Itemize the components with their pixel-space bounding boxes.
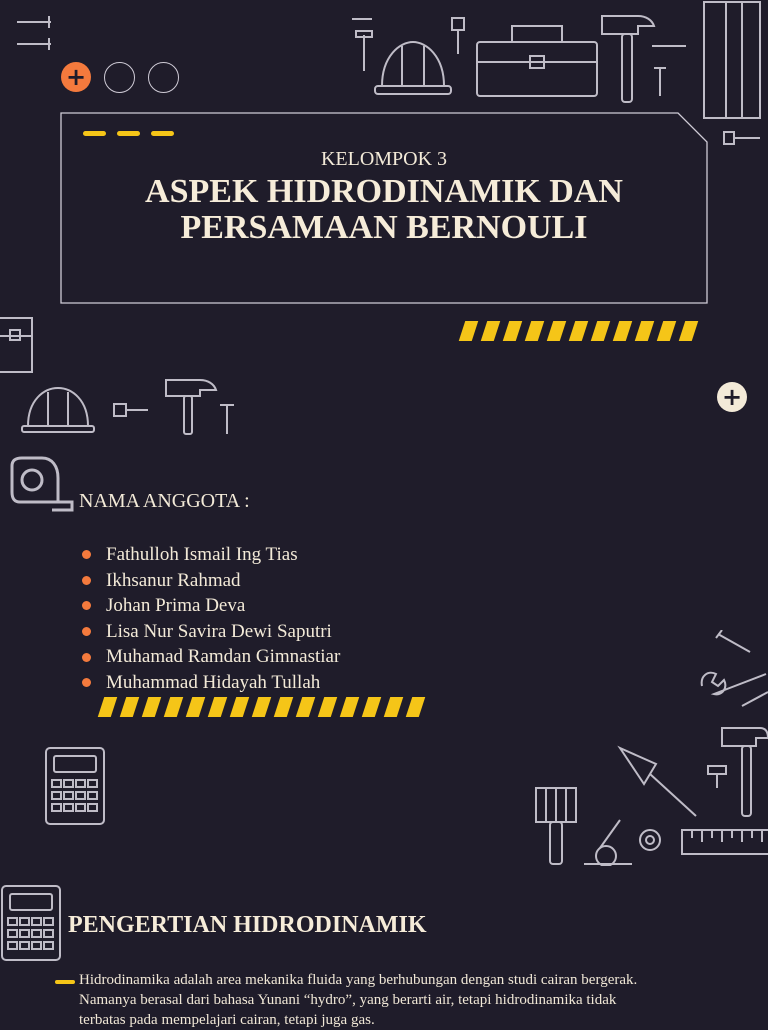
plus-icon[interactable]: + [717, 382, 747, 412]
screw-icon [706, 764, 728, 790]
nail-icon [15, 12, 55, 52]
calculator-icon [0, 884, 62, 962]
members-list [82, 542, 340, 696]
section-title: PENGERTIAN HIDRODINAMIK [68, 912, 427, 938]
list-item [82, 593, 340, 619]
bullet-icon [82, 601, 91, 610]
bullet-icon [82, 627, 91, 636]
ruler-icon [680, 826, 768, 858]
hammer-icon [164, 376, 220, 436]
top-dash-decoration [83, 131, 174, 136]
hammer-icon [598, 10, 658, 106]
tape-measure-icon [580, 818, 636, 866]
page-title [60, 174, 708, 246]
trowel-icon [616, 744, 702, 822]
bullet-icon [82, 550, 91, 559]
list-item [82, 644, 340, 670]
member-name: Lisa Nur Savira Dewi Saputri [106, 620, 332, 642]
plus-icon[interactable]: + [61, 62, 91, 92]
list-item [82, 619, 340, 645]
tape-measure-icon [8, 456, 74, 514]
paint-brush-icon [532, 786, 580, 866]
screw-icon [722, 128, 762, 148]
title-card [60, 112, 708, 304]
member-name: Fathulloh Ismail Ing Tias [106, 544, 298, 565]
members-label: NAMA ANGGOTA : [79, 490, 250, 512]
circle-icon [148, 62, 179, 93]
saw-icon [700, 0, 768, 120]
bullet-icon [82, 576, 91, 585]
nut-icon [638, 828, 662, 852]
title-line-1: ASPEK HIDRODINAMIK DAN [145, 173, 623, 210]
list-item [82, 542, 340, 568]
member-name: Muhamad Ramdan Gimnastiar [106, 646, 341, 668]
member-name: Ikhsanur Rahmad [106, 569, 241, 591]
title-line-2: PERSAMAAN BERNOULI [180, 209, 588, 246]
hazard-stripe [101, 697, 422, 717]
screw-icon [112, 400, 150, 420]
screw-icon [448, 16, 468, 56]
member-name: Johan Prima Deva [106, 595, 246, 617]
dash-decoration [55, 980, 75, 984]
toolbox-icon [474, 18, 600, 100]
hard-hat-icon [20, 384, 96, 434]
calculator-icon [44, 746, 106, 826]
list-item [82, 670, 340, 696]
bullet-icon [82, 653, 91, 662]
hazard-stripe [462, 321, 695, 341]
circle-icon [104, 62, 135, 93]
list-item [82, 568, 340, 594]
wrench-icon [696, 662, 768, 710]
nail-icon [218, 402, 236, 436]
nail-icon [714, 630, 754, 660]
definition-paragraph: Hidrodinamika adalah area mekanika fluida yang berhubungan dengan studi cairan bergerak. Namanya berasal dari bahasa Yunani “hydro”, yang berarti air, tetapi hidrodinamika tidak terbatas pada mempelajari cairan, tetapi juga gas. [79, 972, 638, 1028]
nail-icon [650, 38, 690, 98]
hard-hat-icon [372, 36, 454, 100]
bullet-icon [82, 678, 91, 687]
group-label: KELOMPOK 3 [320, 148, 448, 170]
toolbox-icon [0, 316, 36, 376]
member-name: Muhammad Hidayah Tullah [106, 671, 321, 693]
